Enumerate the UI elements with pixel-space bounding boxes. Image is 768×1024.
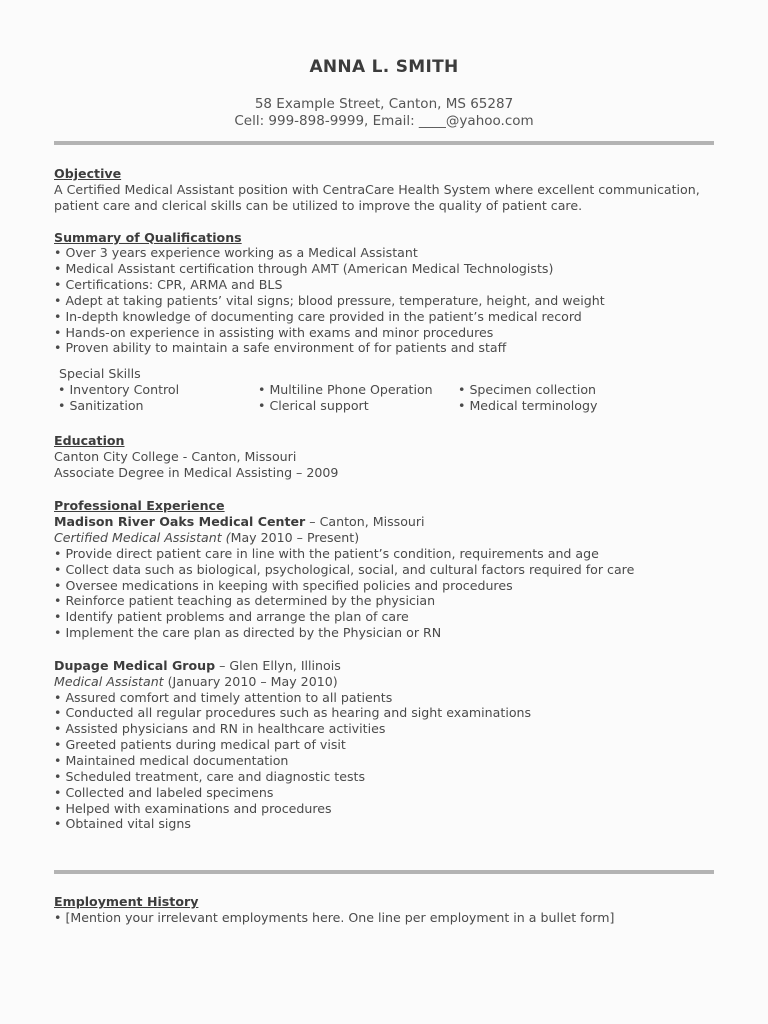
duty-item: • Collect data such as biological, psychological, social, and cultural factors required for care xyxy=(54,562,714,578)
employment-history-heading: Employment History xyxy=(54,894,199,909)
qualification-item: • Certifications: CPR, ARMA and BLS xyxy=(54,277,714,293)
job-dates: (January 2010 – May 2010) xyxy=(163,673,338,689)
education-heading: Education xyxy=(54,432,125,448)
skill-item: • Sanitization xyxy=(58,398,258,414)
skill-item: • Medical terminology xyxy=(458,398,658,414)
job-title: Medical Assistant xyxy=(54,673,164,689)
qualification-item: • Medical Assistant certification through AMT (American Medical Technologists) xyxy=(54,261,714,277)
skill-item: • Multiline Phone Operation xyxy=(258,382,458,398)
duty-item: • Conducted all regular procedures such as hearing and sight examinations xyxy=(54,705,714,721)
duty-item: • Provide direct patient care in line with the patient’s condition, requirements and age xyxy=(54,546,714,562)
special-skills-title: Special Skills xyxy=(59,366,141,382)
job-title: Certified Medical Assistant ( xyxy=(54,530,231,546)
job-entry xyxy=(54,514,714,641)
duty-item: • Helped with examinations and procedures xyxy=(54,801,714,817)
duty-item: • Identify patient problems and arrange the plan of care xyxy=(54,609,714,625)
education-line: Canton City College - Canton, Missouri xyxy=(54,448,297,464)
resume-body xyxy=(54,166,714,832)
experience-heading: Professional Experience xyxy=(54,498,225,514)
job-title-line xyxy=(54,674,714,690)
duty-item: • Collected and labeled specimens xyxy=(54,785,714,801)
duty-item: • Scheduled treatment, care and diagnostic tests xyxy=(54,769,714,785)
employer-name: Madison River Oaks Medical Center xyxy=(54,514,306,530)
job-header xyxy=(54,514,714,530)
address-line: 58 Example Street, Canton, MS 65287 xyxy=(254,96,514,112)
footer-divider xyxy=(54,870,714,874)
employment-history-item: • [Mention your irrelevant employments here. One line per employment in a bullet form] xyxy=(54,910,714,926)
qualification-item: • In-depth knowledge of documenting care provided in the patient’s medical record xyxy=(54,309,714,325)
objective-heading: Objective xyxy=(54,166,122,181)
header-divider xyxy=(54,141,714,145)
duty-item: • Greeted patients during medical part of visit xyxy=(54,737,714,753)
candidate-name: ANNA L. SMITH xyxy=(309,57,459,77)
qualification-item: • Proven ability to maintain a safe environment of for patients and staff xyxy=(54,340,714,356)
duty-item: • Reinforce patient teaching as determined by the physician xyxy=(54,593,714,609)
job-dates: May 2010 – Present) xyxy=(230,530,360,546)
qualification-item: • Over 3 years experience working as a Medical Assistant xyxy=(54,245,714,261)
duty-item: • Assisted physicians and RN in healthcare activities xyxy=(54,721,714,737)
job-entry xyxy=(54,658,714,832)
skill-item: • Clerical support xyxy=(258,398,458,414)
job-title-line xyxy=(54,530,714,546)
education-line: Associate Degree in Medical Assisting – 2009 xyxy=(54,464,339,480)
contact-line: Cell: 999-898-9999, Email: ____@yahoo.com xyxy=(234,113,534,129)
qualifications-heading: Summary of Qualifications xyxy=(54,229,242,245)
qualification-item: • Hands-on experience in assisting with exams and minor procedures xyxy=(54,325,714,341)
skill-item: • Specimen collection xyxy=(458,382,658,398)
objective-line: patient care and clerical skills can be utilized to improve the quality of patient care. xyxy=(54,197,583,213)
duty-item: • Obtained vital signs xyxy=(54,816,714,832)
duty-item: • Oversee medications in keeping with specified policies and procedures xyxy=(54,578,714,594)
skill-item: • Inventory Control xyxy=(58,382,258,398)
objective-line: A Certified Medical Assistant position with CentraCare Health System where excellent communication, xyxy=(54,181,700,197)
contact-block xyxy=(0,96,768,130)
employment-history-section xyxy=(54,894,714,926)
special-skills-grid xyxy=(58,382,714,414)
duty-item: • Maintained medical documentation xyxy=(54,753,714,769)
duty-item: • Assured comfort and timely attention to all patients xyxy=(54,690,714,706)
qualification-item: • Adept at taking patients’ vital signs; blood pressure, temperature, height, and weight xyxy=(54,293,714,309)
employer-location: – Glen Ellyn, Illinois xyxy=(215,657,341,673)
duty-item: • Implement the care plan as directed by the Physician or RN xyxy=(54,625,714,641)
employer-name: Dupage Medical Group xyxy=(54,657,216,673)
job-header xyxy=(54,658,714,674)
employer-location: – Canton, Missouri xyxy=(305,514,425,530)
